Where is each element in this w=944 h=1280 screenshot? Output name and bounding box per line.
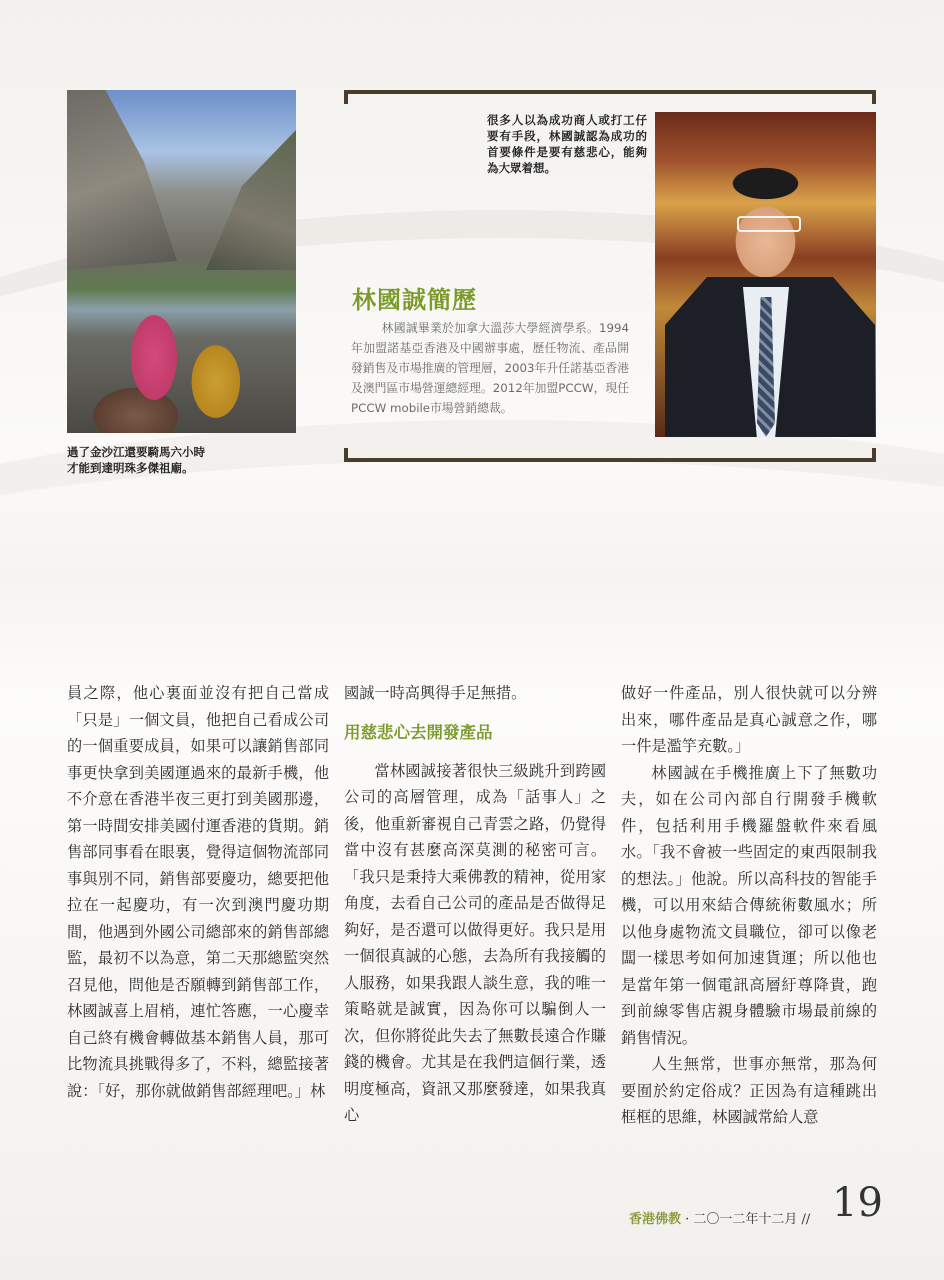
article-paragraph: 國誠一時高興得手足無措。 [344, 684, 527, 702]
bio-title: 林國誠簡歷 [352, 285, 477, 314]
article-paragraph: 人生無常，世事亦無常，那為何要囿於約定俗成？正因為有這種跳出框框的思維，林國誠常給人意 [621, 1055, 877, 1126]
portrait-glasses [737, 216, 801, 232]
photo-caption: 過了金沙江還要騎馬六小時 才能到達明珠多傑祖廟。 [67, 445, 205, 475]
section-heading: 用慈悲心去開發產品 [344, 722, 493, 742]
article-column-2 [344, 680, 606, 1129]
photo-cliff-left [67, 90, 177, 270]
portrait-caption-quote: 很多人以為成功商人或打工仔要有手段，林國誠認為成功的首要條件是要有慈悲心，能夠為大眾着想。 [487, 113, 647, 175]
article-paragraph: 員之際，他心裏面並沒有把自己當成「只是」一個文員，他把自己看成公司的一個重要成員，如果可以讓銷售部同事更快拿到美國運過來的最新手機，他不介意在香港半夜三更打到美國那邊，第一時間安排美國付運香港的貨期。銷售部同事看在眼裏，覺得這個物流部同事與別不同，銷售部要慶功，總要把他拉在一起慶功，有一次到澳門慶功期間，他遇到外國公司總部來的銷售部總監，最初不以為意，第二天那總監突然召見他，問他是否願轉到銷售部工作，林國誠喜上眉梢，連忙答應，一心慶幸自己終有機會轉做基本銷售人員，那可比物流具挑戰得多了，不料，總監接著說：「好，那你就做銷售部經理吧。」林 [67, 684, 329, 1100]
footer-issue: · 二〇一二年十二月 // [681, 1212, 811, 1227]
footer-brand: 香港佛教 [629, 1212, 682, 1227]
page-number: 19 [832, 1180, 883, 1226]
article-paragraph: 林國誠在手機推廣上下了無數功夫，如在公司內部自行開發手機軟件，包括利用手機羅盤軟件來看風水。「我不會被一些固定的東西限制我的想法。」他說。所以高科技的智能手機，可以用來結合傳統術數風水；所以他身處物流文員職位，卻可以像老闆一樣思考如何加速貨運；所以他也是當年第一個電訊高層紆尊降貴，跑到前線零售店親身體驗市場最前線的銷售情況。 [621, 763, 877, 1047]
photo-jinsha-river-horse-ride [67, 90, 296, 433]
bio-text: 林國誠畢業於加拿大溫莎大學經濟學系。1994年加盟諾基亞香港及中國辦事處，歷任物流、產品開發銷售及市場推廣的管理層，2003年升任諾基亞香港及澳門區市場營運總經理。2012年加盟PCCW，現任PCCW mobile市場營銷總裁。 [351, 321, 629, 415]
article-paragraph: 當林國誠接著很快三級跳升到跨國公司的高層管理，成為「話事人」之後，他重新審視自己青雲之路，仍覺得當中沒有甚麼高深莫測的秘密可言。「我只是秉持大乘佛教的精神，從用家角度，去看自己公司的產品是否做得足夠好，是否還可以做得更好。我只是用一個很真誠的心態，去為所有我接觸的人服務，如果我跟人談生意，我的唯一策略就是誠實，因為你可以騙倒人一次，但你將從此失去了無數長遠合作賺錢的機會。尤其是在我們這個行業，透明度極高，資訊又那麼發達，如果我真心 [344, 761, 606, 1124]
article-column-3 [621, 680, 877, 1131]
portrait-photo [655, 112, 876, 437]
photo-cliff-right [206, 130, 296, 270]
footer-issue-line [629, 1208, 810, 1227]
article-paragraph: 做好一件產品，別人很快就可以分辨出來，哪件產品是真心誠意之作，哪一件是濫竽充數。」 [621, 684, 877, 755]
article-column-1 [67, 680, 329, 1104]
